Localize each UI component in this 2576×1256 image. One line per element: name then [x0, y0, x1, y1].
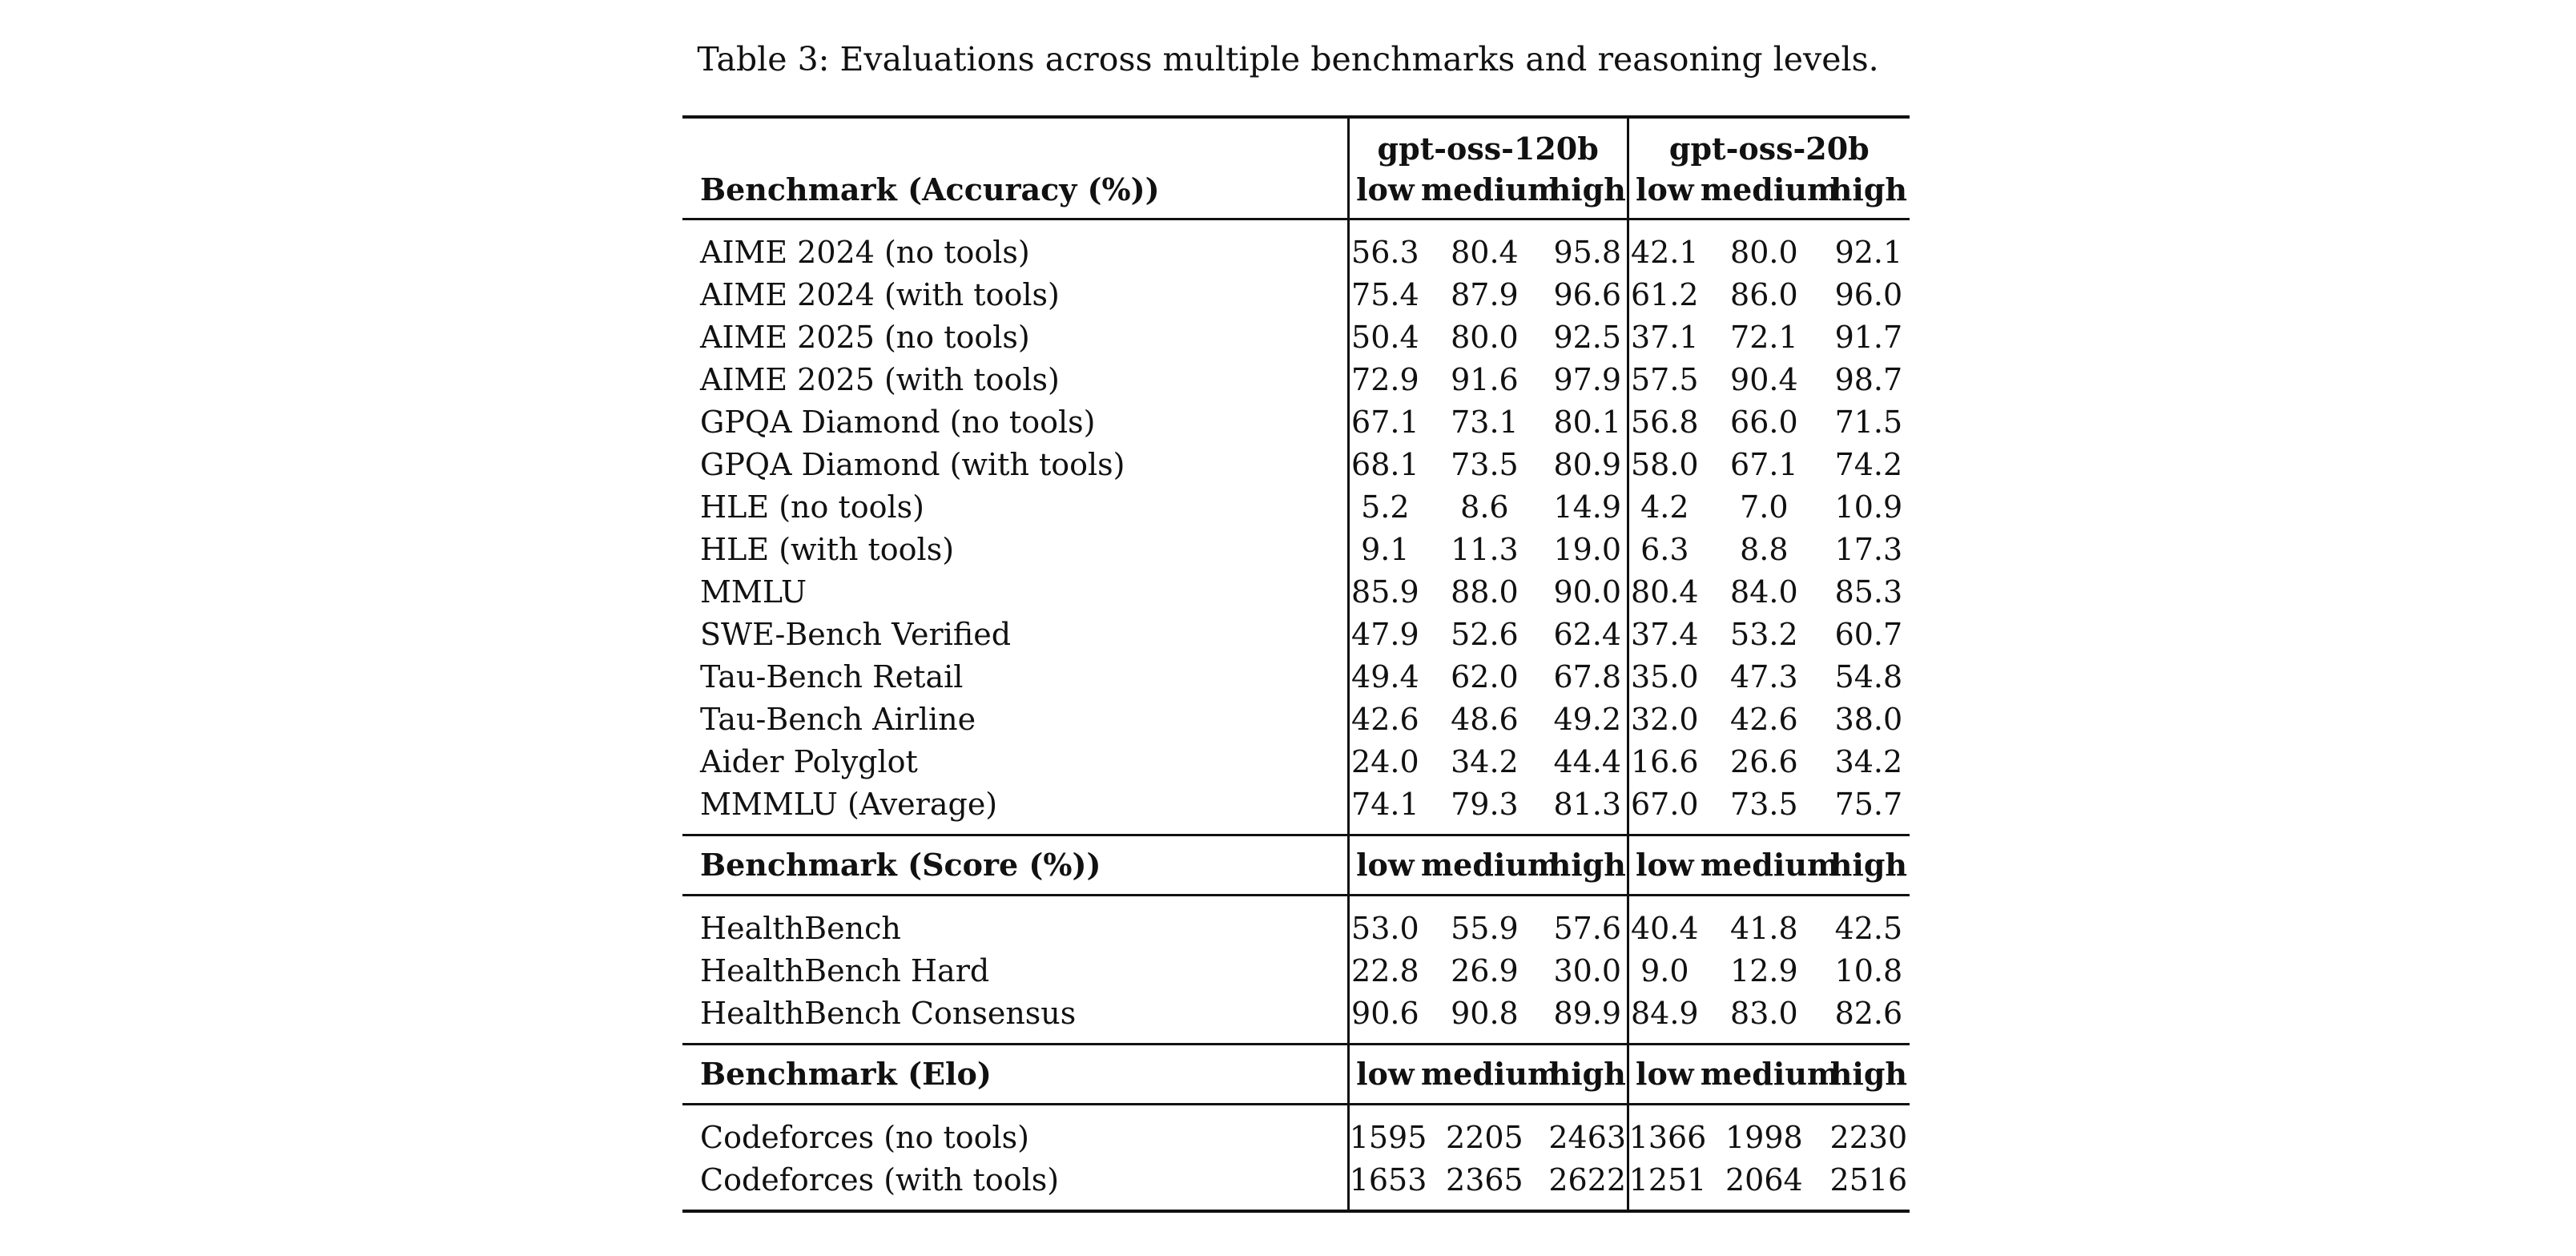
score-cell: 11.3 [1451, 532, 1519, 567]
score-cell: 80.4 [1628, 571, 1701, 614]
score-cell: 49.4 [1348, 656, 1421, 698]
results-table [682, 115, 1910, 1213]
table-row [682, 614, 1910, 656]
score-cell: 62.4 [1553, 617, 1622, 652]
score-cell: 58.0 [1628, 444, 1701, 486]
score-cell: 90.6 [1348, 992, 1421, 1045]
table-row [682, 896, 1910, 951]
table-row [682, 316, 1910, 359]
score-cell: 47.9 [1348, 614, 1421, 656]
score-cell: 80.4 [1421, 219, 1548, 275]
benchmark-name: Codeforces (no tools) [682, 1105, 1348, 1160]
score-cell: 90.4 [1730, 362, 1798, 397]
score-cell: 60.7 [1834, 617, 1903, 652]
score-cell: 80.0 [1701, 219, 1828, 275]
score-cell: 50.4 [1348, 316, 1421, 359]
table-row [682, 741, 1910, 783]
score-cell: 53.0 [1348, 896, 1421, 951]
table-row [682, 992, 1910, 1045]
score-cell: 16.6 [1628, 741, 1701, 783]
score-cell: 8.6 [1460, 489, 1509, 525]
benchmark-name: MMLU [700, 574, 807, 610]
table-row [682, 698, 1910, 741]
score-cell: 67.0 [1628, 783, 1701, 835]
score-cell: 1653 [1348, 1159, 1421, 1211]
score-cell: 71.5 [1834, 405, 1903, 440]
score-cell: 85.9 [1348, 571, 1421, 614]
benchmark-name: GPQA Diamond (no tools) [700, 405, 1096, 440]
model-name-1: gpt-oss-120b [1348, 117, 1628, 170]
score-cell: 84.9 [1628, 992, 1701, 1045]
score-cell: 1998 [1701, 1105, 1828, 1160]
section-3-level-20b-1: low [1628, 1045, 1701, 1105]
score-cell: 67.8 [1553, 659, 1622, 694]
score-cell: 91.7 [1834, 320, 1903, 355]
section-2-level-120b-2: medium [1421, 835, 1548, 896]
score-cell: 54.8 [1834, 659, 1903, 694]
table-row [682, 219, 1910, 275]
table-row [682, 950, 1910, 992]
table-row [682, 571, 1910, 614]
table-row [682, 656, 1910, 698]
table-caption: Table 3: Evaluations across multiple benchmarks and reasoning levels. [697, 40, 1879, 78]
score-cell: 38.0 [1834, 702, 1903, 737]
score-cell: 73.1 [1451, 405, 1519, 440]
table-row [682, 1159, 1910, 1211]
score-cell: 84.0 [1730, 574, 1798, 610]
score-cell: 9.1 [1348, 529, 1421, 571]
score-cell: 34.2 [1451, 744, 1519, 779]
score-cell: 72.9 [1348, 359, 1421, 401]
benchmark-name: AIME 2025 (with tools) [700, 362, 1060, 397]
score-cell: 37.4 [1628, 614, 1701, 656]
score-cell: 68.1 [1348, 444, 1421, 486]
score-cell: 67.1 [1348, 401, 1421, 444]
section-1-level-20b-2: medium [1700, 171, 1840, 207]
score-cell: 85.3 [1834, 574, 1903, 610]
score-cell: 74.1 [1348, 783, 1421, 835]
score-cell: 5.2 [1348, 486, 1421, 529]
score-cell: 8.8 [1740, 532, 1789, 567]
score-cell: 79.3 [1451, 787, 1519, 822]
benchmark-name: HealthBench [682, 896, 1348, 951]
section-1-level-120b-2: medium [1420, 171, 1560, 207]
benchmark-name: SWE-Bench Verified [700, 617, 1012, 652]
score-cell: 67.1 [1730, 447, 1798, 482]
score-cell: 35.0 [1628, 656, 1701, 698]
score-cell: 75.4 [1348, 274, 1421, 316]
section-2-level-20b-1: low [1628, 835, 1701, 896]
score-cell: 1366 [1628, 1105, 1701, 1160]
benchmark-name: HealthBench Consensus [700, 996, 1077, 1031]
section-2-level-20b-2: medium [1701, 835, 1828, 896]
section-header-row [682, 1045, 1910, 1105]
score-cell: 2064 [1701, 1159, 1828, 1211]
benchmark-name: GPQA Diamond (with tools) [700, 447, 1125, 482]
score-cell: 56.8 [1628, 401, 1701, 444]
score-cell: 92.1 [1828, 219, 1910, 275]
score-cell: 34.2 [1834, 744, 1903, 779]
section-header-row [682, 835, 1910, 896]
table-row [682, 359, 1910, 401]
score-cell: 91.6 [1451, 362, 1519, 397]
benchmark-name: HLE (no tools) [700, 489, 924, 525]
score-cell: 72.1 [1730, 320, 1798, 355]
score-cell: 2463 [1548, 1105, 1628, 1160]
section-3-level-20b-2: medium [1701, 1045, 1828, 1105]
score-cell: 14.9 [1553, 489, 1622, 525]
score-cell: 26.6 [1730, 744, 1798, 779]
score-cell: 82.6 [1834, 996, 1903, 1031]
benchmark-name: MMMLU (Average) [700, 787, 998, 822]
score-cell: 10.8 [1834, 953, 1903, 988]
score-cell: 9.0 [1628, 950, 1701, 992]
section-3-level-120b-1: low [1348, 1045, 1421, 1105]
benchmark-name: AIME 2025 (no tools) [700, 320, 1030, 355]
section-1-level-20b-3: high [1829, 171, 1908, 207]
score-cell: 30.0 [1553, 953, 1622, 988]
score-cell: 92.5 [1553, 320, 1622, 355]
score-cell: 87.9 [1451, 277, 1519, 312]
score-cell: 1595 [1348, 1105, 1421, 1160]
score-cell: 96.0 [1834, 277, 1903, 312]
section-3-level-20b-3: high [1828, 1045, 1910, 1105]
score-cell: 73.5 [1451, 447, 1519, 482]
benchmark-name: Aider Polyglot [700, 744, 918, 779]
score-cell: 81.3 [1553, 787, 1622, 822]
table-row [682, 444, 1910, 486]
score-cell: 80.0 [1451, 320, 1519, 355]
score-cell: 98.7 [1834, 362, 1903, 397]
score-cell: 17.3 [1834, 532, 1903, 567]
section-header-label: Benchmark (Elo) [682, 1045, 1348, 1105]
score-cell: 49.2 [1553, 702, 1622, 737]
score-cell: 95.8 [1548, 219, 1628, 275]
score-cell: 2516 [1828, 1159, 1910, 1211]
score-cell: 90.0 [1553, 574, 1622, 610]
score-cell: 6.3 [1628, 529, 1701, 571]
benchmark-name: Codeforces (with tools) [682, 1159, 1348, 1211]
score-cell: 88.0 [1451, 574, 1519, 610]
score-cell: 90.8 [1451, 996, 1519, 1031]
section-1-level-120b-3: high [1548, 171, 1626, 207]
score-cell: 44.4 [1553, 744, 1622, 779]
benchmark-name: HealthBench Hard [700, 953, 990, 988]
score-cell: 57.5 [1628, 359, 1701, 401]
model-name-2: gpt-oss-20b [1628, 117, 1910, 170]
score-cell: 22.8 [1348, 950, 1421, 992]
table-row [682, 486, 1910, 529]
score-cell: 42.6 [1348, 698, 1421, 741]
section-2-level-20b-3: high [1828, 835, 1910, 896]
score-cell: 42.5 [1828, 896, 1910, 951]
score-cell: 2365 [1421, 1159, 1548, 1211]
score-cell: 66.0 [1730, 405, 1798, 440]
score-cell: 2205 [1421, 1105, 1548, 1160]
benchmark-name: HLE (with tools) [700, 532, 955, 567]
benchmark-name: Tau-Bench Retail [700, 659, 964, 694]
score-cell: 74.2 [1834, 447, 1903, 482]
score-cell: 41.8 [1701, 896, 1828, 951]
benchmark-name: AIME 2024 (with tools) [700, 277, 1060, 312]
section-header-label: Benchmark (Accuracy (%)) [700, 171, 1160, 207]
score-cell: 40.4 [1628, 896, 1701, 951]
score-cell: 48.6 [1451, 702, 1519, 737]
table-row [682, 401, 1910, 444]
section-header-row [682, 170, 1910, 219]
score-cell: 42.1 [1628, 219, 1701, 275]
table-row [682, 529, 1910, 571]
score-cell: 42.6 [1730, 702, 1798, 737]
table-row [682, 783, 1910, 835]
score-cell: 75.7 [1834, 787, 1903, 822]
score-cell: 97.9 [1553, 362, 1622, 397]
score-cell: 53.2 [1730, 617, 1798, 652]
section-2-level-120b-1: low [1348, 835, 1421, 896]
score-cell: 57.6 [1548, 896, 1628, 951]
score-cell: 19.0 [1553, 532, 1622, 567]
score-cell: 7.0 [1740, 489, 1789, 525]
section-3-level-120b-3: high [1548, 1045, 1628, 1105]
score-cell: 73.5 [1730, 787, 1798, 822]
empty-corner-cell [682, 117, 1348, 170]
section-header-label: Benchmark (Score (%)) [682, 835, 1348, 896]
score-cell: 2230 [1828, 1105, 1910, 1160]
score-cell: 47.3 [1730, 659, 1798, 694]
score-cell: 2622 [1548, 1159, 1628, 1211]
score-cell: 24.0 [1348, 741, 1421, 783]
section-1-level-20b-1: low [1628, 170, 1701, 219]
score-cell: 62.0 [1451, 659, 1519, 694]
score-cell: 26.9 [1451, 953, 1519, 988]
score-cell: 80.1 [1553, 405, 1622, 440]
score-cell: 10.9 [1834, 489, 1903, 525]
score-cell: 12.9 [1730, 953, 1798, 988]
score-cell: 4.2 [1628, 486, 1701, 529]
score-cell: 1251 [1628, 1159, 1701, 1211]
score-cell: 96.6 [1553, 277, 1622, 312]
score-cell: 83.0 [1730, 996, 1798, 1031]
score-cell: 55.9 [1421, 896, 1548, 951]
score-cell: 37.1 [1628, 316, 1701, 359]
score-cell: 32.0 [1628, 698, 1701, 741]
score-cell: 52.6 [1451, 617, 1519, 652]
score-cell: 89.9 [1553, 996, 1622, 1031]
results-table-container [682, 115, 1910, 1213]
score-cell: 61.2 [1628, 274, 1701, 316]
score-cell: 86.0 [1730, 277, 1798, 312]
section-1-level-120b-1: low [1348, 170, 1421, 219]
model-header-row [682, 117, 1910, 170]
score-cell: 80.9 [1553, 447, 1622, 482]
results-table-body [682, 117, 1910, 1211]
benchmark-name: Tau-Bench Airline [700, 702, 976, 737]
table-row [682, 1105, 1910, 1160]
section-3-level-120b-2: medium [1421, 1045, 1548, 1105]
table-row [682, 274, 1910, 316]
section-2-level-120b-3: high [1548, 835, 1628, 896]
score-cell: 56.3 [1348, 219, 1421, 275]
benchmark-name: AIME 2024 (no tools) [682, 219, 1348, 275]
